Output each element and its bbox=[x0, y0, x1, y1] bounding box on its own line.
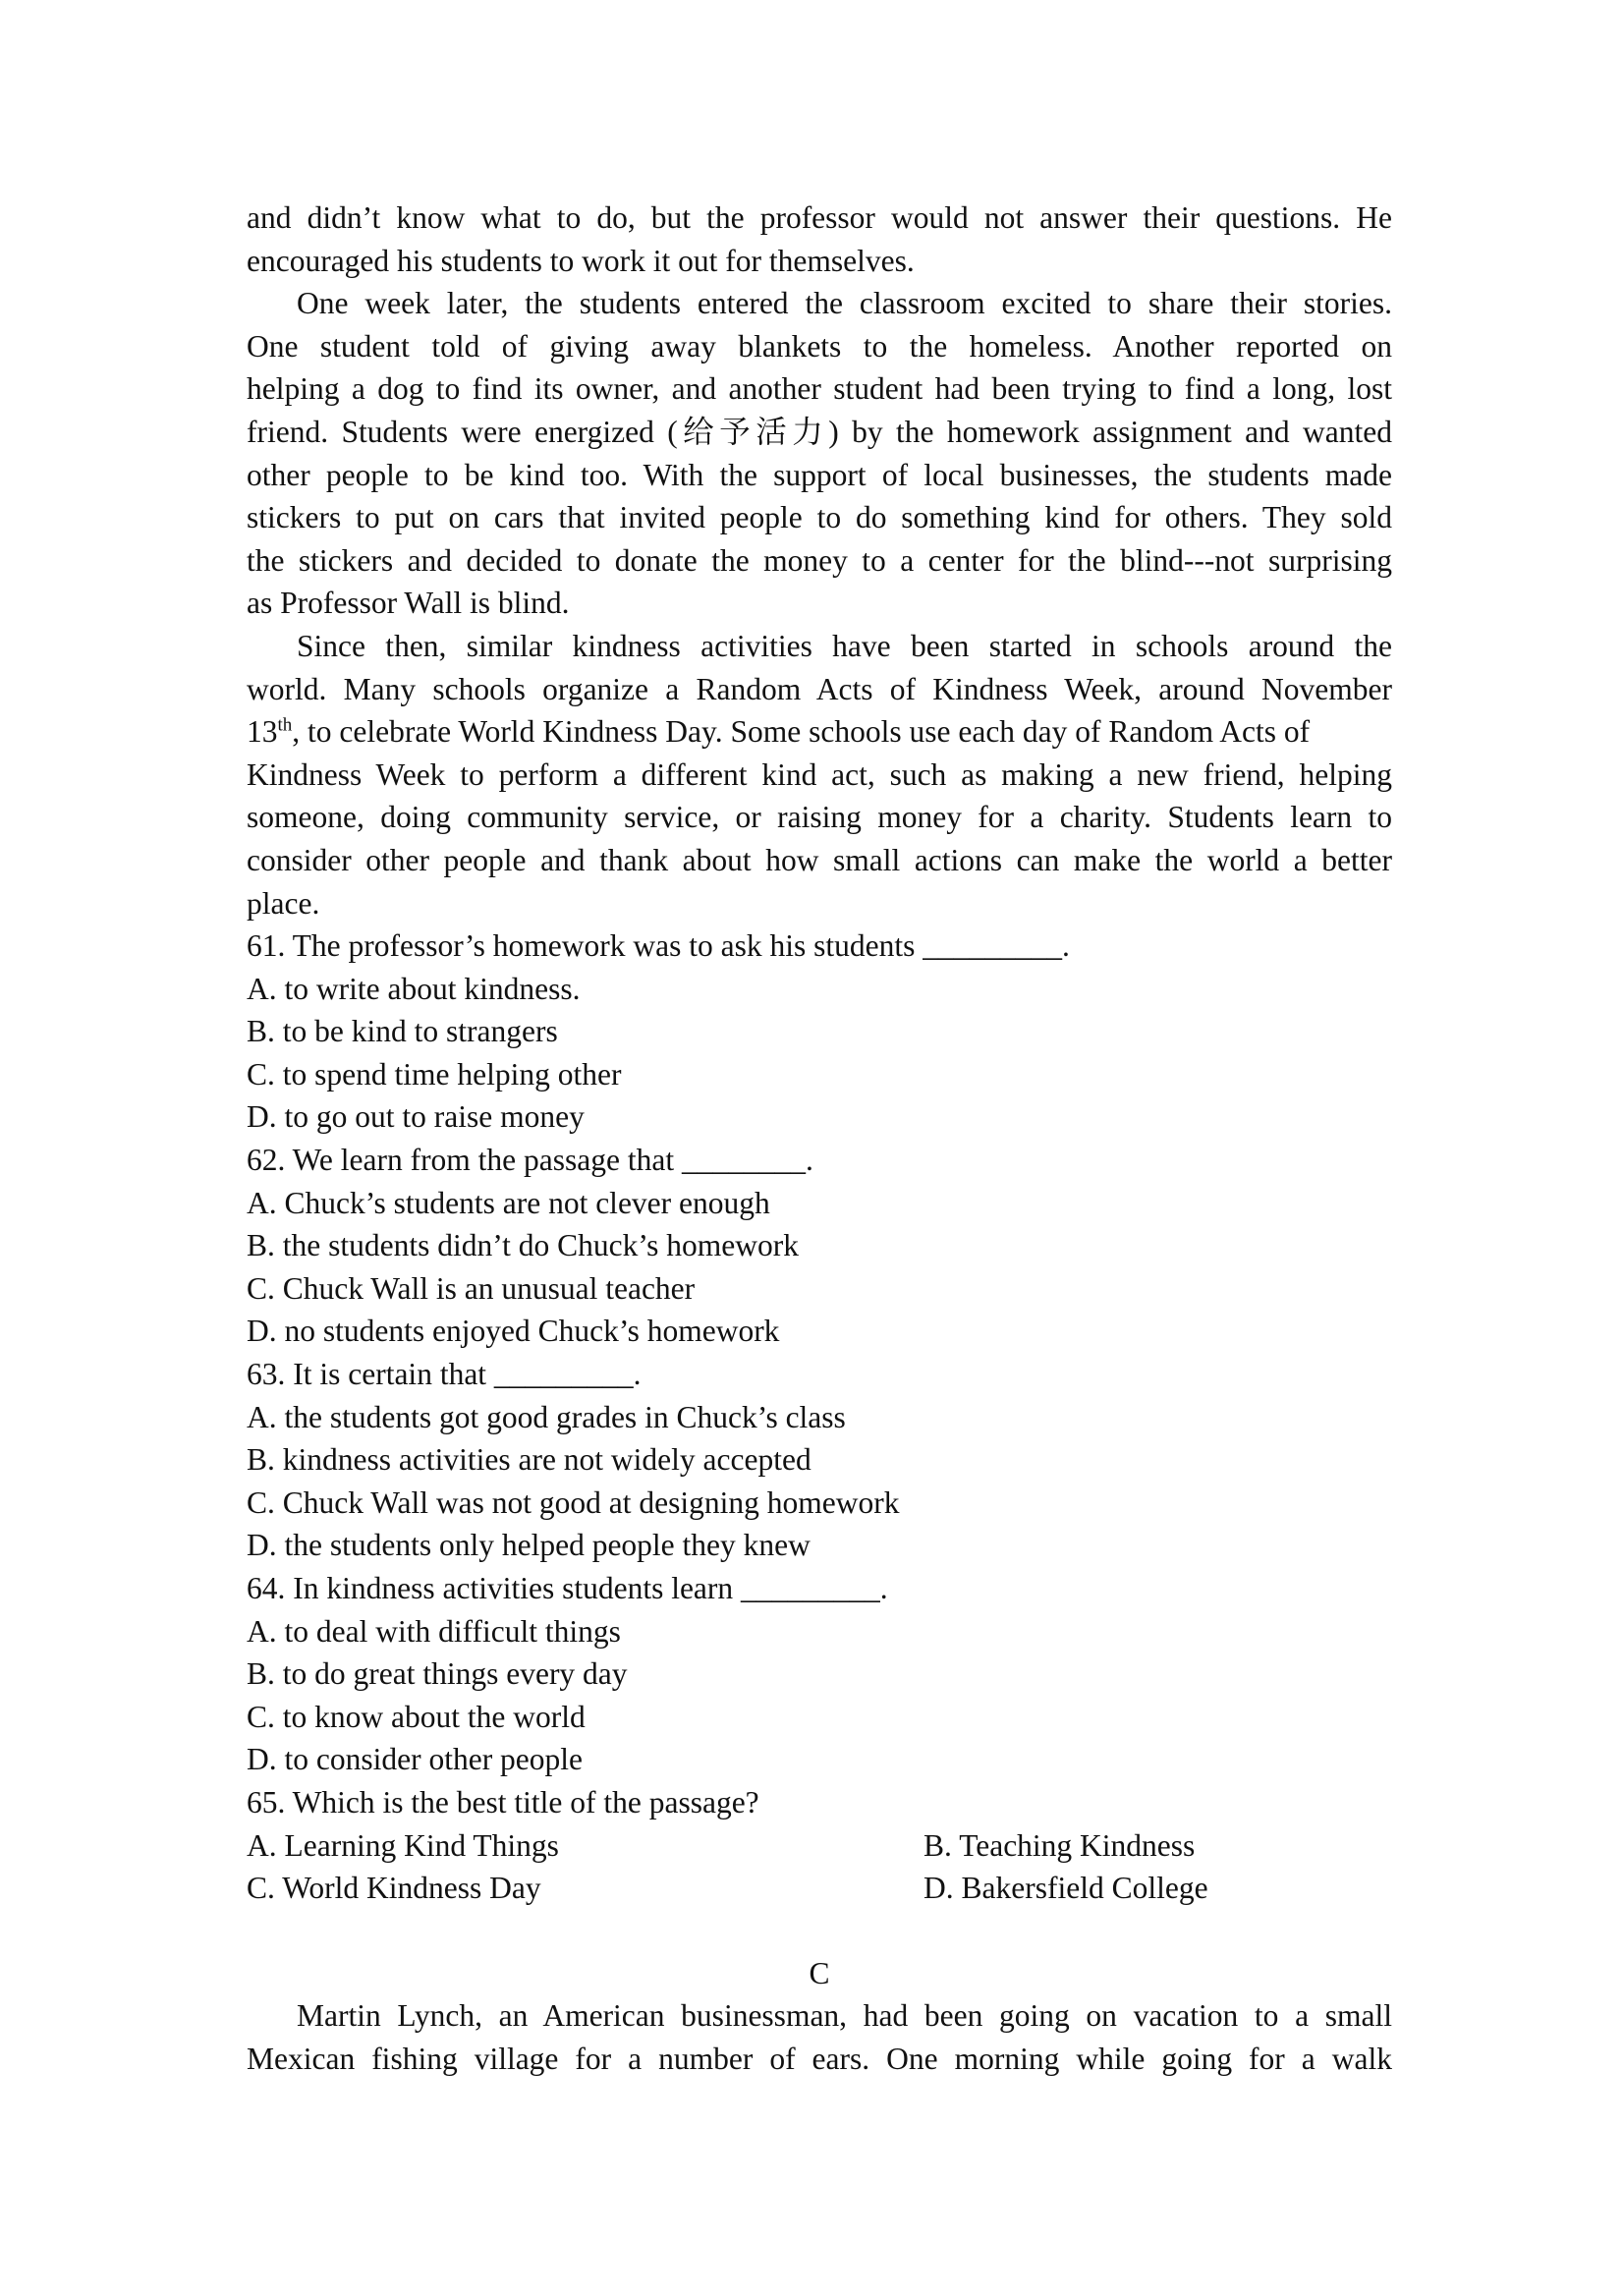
answer-option: A. to write about kindness. bbox=[247, 971, 581, 1006]
text-line: world. Many schools organize a Random Acts of Kindness Week, around November bbox=[247, 671, 1392, 706]
text-line: as Professor Wall is blind. bbox=[247, 586, 570, 621]
question-stem: 61. The professor’s homework was to ask his students _________. bbox=[247, 928, 1070, 964]
text-fragment: , to celebrate World Kindness Day. Some schools use each day of Random Acts of bbox=[292, 714, 1311, 750]
question-63 bbox=[247, 1353, 1392, 1567]
exam-page bbox=[247, 196, 1392, 2081]
passage-c-paragraph bbox=[247, 1994, 1392, 2080]
text-line: encouraged his students to work it out for themselves. bbox=[247, 243, 915, 278]
question-stem: 65. Which is the best title of the passage? bbox=[247, 1784, 759, 1820]
answer-option: D. the students only helped people they knew bbox=[247, 1528, 811, 1563]
answer-option: D. no students enjoyed Chuck’s homework bbox=[247, 1314, 780, 1349]
answer-option: B. to be kind to strangers bbox=[247, 1014, 558, 1049]
question-64 bbox=[247, 1567, 1392, 1781]
text-line: helping a dog to find its owner, and another student had been trying to find a long, lost bbox=[247, 371, 1392, 407]
answer-option: A. Learning Kind Things bbox=[247, 1827, 559, 1863]
answer-option: C. to know about the world bbox=[247, 1699, 586, 1734]
answer-option-row bbox=[247, 1867, 1392, 1910]
section-heading: C bbox=[809, 1955, 830, 1990]
answer-option: C. Chuck Wall was not good at designing homework bbox=[247, 1484, 900, 1520]
text-line: Mexican fishing village for a number of ears. One morning while going for a walk bbox=[247, 2041, 1392, 2076]
answer-option: A. to deal with difficult things bbox=[247, 1613, 621, 1649]
text-line: other people to be kind too. With the support of local businesses, the students made bbox=[247, 457, 1392, 492]
answer-option: D. to consider other people bbox=[247, 1742, 584, 1777]
question-stem: 64. In kindness activities students learn _________. bbox=[247, 1571, 888, 1605]
answer-option: C. World Kindness Day bbox=[247, 1871, 541, 1906]
text-line: Since then, similar kindness activities have been started in schools around the bbox=[297, 628, 1392, 663]
text-line: friend. Students were energized (给予活力) by the homework assignment and wanted bbox=[247, 414, 1392, 449]
answer-option: D. to go out to raise money bbox=[247, 1099, 585, 1135]
text-line: One student told of giving away blankets to the homeless. Another reported on bbox=[247, 328, 1392, 364]
question-62 bbox=[247, 1139, 1392, 1353]
answer-option: C. to spend time helping other bbox=[247, 1056, 622, 1092]
answer-option: D. Bakersfield College bbox=[923, 1871, 1208, 1906]
paragraph-continued bbox=[247, 196, 1392, 282]
text-line: Martin Lynch, an American businessman, had been going on vacation to a small bbox=[297, 1998, 1392, 2034]
text-line: Kindness Week to perform a different kind act, such as making a new friend, helping bbox=[247, 756, 1392, 792]
answer-option: B. to do great things every day bbox=[247, 1656, 628, 1692]
answer-option: B. Teaching Kindness bbox=[923, 1827, 1196, 1863]
text-line-with-superscript bbox=[247, 710, 1392, 754]
answer-option: A. the students got good grades in Chuck’s class bbox=[247, 1399, 846, 1434]
question-stem: 63. It is certain that _________. bbox=[247, 1357, 642, 1392]
date-number: 13 bbox=[247, 714, 278, 750]
text-line: someone, doing community service, or raising money for a charity. Students learn to bbox=[247, 800, 1392, 835]
text-line: place. bbox=[247, 885, 320, 921]
answer-option: A. Chuck’s students are not clever enough bbox=[247, 1185, 770, 1220]
text-line: the stickers and decided to donate the money to a center for the blind---not surprising bbox=[247, 542, 1392, 578]
ordinal-superscript: th bbox=[277, 714, 293, 736]
question-65 bbox=[247, 1781, 1392, 1910]
question-stem: 62. We learn from the passage that ________. bbox=[247, 1143, 813, 1178]
paragraph-2 bbox=[247, 282, 1392, 625]
text-line: stickers to put on cars that invited people to do something kind for others. They sold bbox=[247, 500, 1392, 535]
answer-option: B. the students didn’t do Chuck’s homework bbox=[247, 1228, 800, 1263]
text-line: and didn’t know what to do, but the professor would not answer their questions. He bbox=[247, 200, 1392, 235]
paragraph-3 bbox=[247, 625, 1392, 924]
question-61 bbox=[247, 924, 1392, 1139]
answer-option: C. Chuck Wall is an unusual teacher bbox=[247, 1270, 696, 1306]
text-line: consider other people and thank about how small actions can make the world a better bbox=[247, 842, 1392, 877]
answer-option: B. kindness activities are not widely accepted bbox=[247, 1442, 812, 1478]
text-line: One week later, the students entered the classroom excited to share their stories. bbox=[297, 286, 1392, 321]
answer-option-row bbox=[247, 1824, 1392, 1868]
